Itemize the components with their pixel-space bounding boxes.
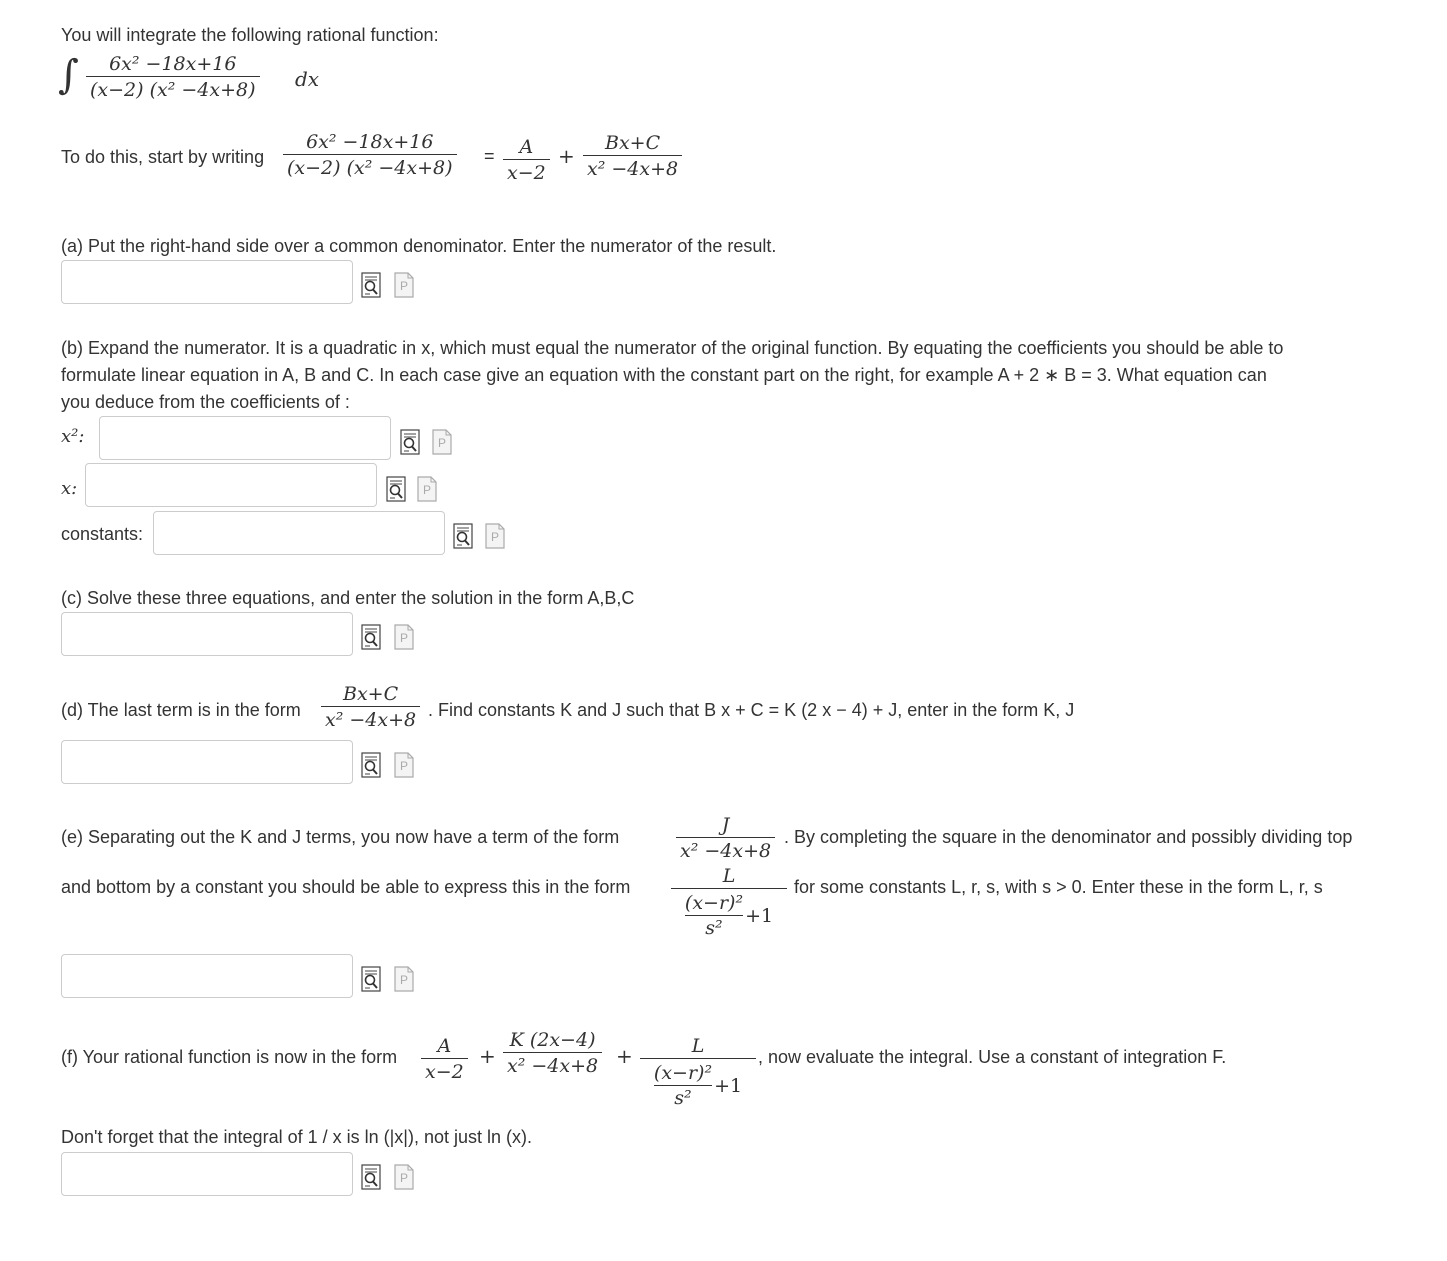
start-a-denominator: x−2 — [507, 162, 546, 184]
intro-text: You will integrate the following rational function: — [61, 25, 439, 45]
part-b-line1: (b) Expand the numerator. It is a quadratic in x, which must equal the numerator of the original function. By equating the coefficients you should be able to — [61, 338, 1284, 358]
start-b-numerator: Bx+C — [604, 132, 661, 154]
preview-icon[interactable] — [361, 966, 381, 992]
help-icon[interactable] — [394, 272, 414, 298]
part-f-inner-denominator: s² — [674, 1087, 692, 1109]
part-f-pre: (f) Your rational function is now in the form — [61, 1047, 398, 1067]
part-c-text: (c) Solve these three equations, and enter the solution in the form A,B,C — [61, 588, 635, 608]
part-e-fraction2-numerator: L — [722, 865, 736, 887]
part-f-term2-numerator: K (2x−4) — [509, 1029, 596, 1051]
part-d-post: . Find constants K and J such that B x + C = K (2 x − 4) + J, enter in the form K, J — [428, 700, 1075, 720]
part-f-term3 — [640, 1034, 756, 1110]
start-equals: = — [484, 146, 495, 166]
part-c-answer-input[interactable] — [61, 612, 353, 656]
part-e-fraction2 — [671, 864, 787, 940]
start-b-fraction — [583, 131, 682, 182]
part-d-pre: (d) The last term is in the form — [61, 700, 301, 720]
part-f-term2 — [503, 1028, 602, 1079]
part-f-plus-one: +1 — [714, 1074, 743, 1097]
part-b-label-constants: constants: — [61, 524, 144, 544]
preview-icon[interactable] — [361, 624, 381, 650]
part-f-post: , now evaluate the integral. Use a constant of integration F. — [758, 1047, 1227, 1067]
part-d-fraction — [321, 682, 420, 733]
help-icon[interactable] — [394, 624, 414, 650]
part-b-constants-input[interactable] — [153, 511, 445, 555]
help-icon[interactable] — [485, 523, 505, 549]
preview-icon[interactable] — [361, 752, 381, 778]
integral-denominator: (x−2) (x² −4x+8) — [90, 79, 256, 101]
part-f-term1 — [421, 1034, 468, 1085]
start-lhs-denominator: (x−2) (x² −4x+8) — [287, 157, 453, 179]
preview-icon[interactable] — [400, 429, 420, 455]
preview-icon[interactable] — [361, 1164, 381, 1190]
part-b-label-x: x: — [61, 478, 78, 499]
help-icon[interactable] — [417, 476, 437, 502]
start-plus: + — [558, 144, 575, 168]
part-e-fraction1-denominator: x² −4x+8 — [680, 840, 772, 862]
start-lhs-numerator: 6x² −18x+16 — [306, 131, 434, 153]
help-icon[interactable] — [432, 429, 452, 455]
part-e-plus-one: +1 — [745, 904, 774, 927]
part-b-line3: you deduce from the coefficients of : — [61, 392, 350, 412]
help-icon[interactable] — [394, 966, 414, 992]
integral-fraction — [86, 52, 260, 103]
start-a-fraction — [503, 135, 550, 186]
part-b-label-x2: x²: — [61, 426, 85, 447]
part-d-denominator: x² −4x+8 — [325, 709, 417, 731]
part-f-term2-denominator: x² −4x+8 — [507, 1055, 599, 1077]
part-a-answer-input[interactable] — [61, 260, 353, 304]
part-e-pre2: and bottom by a constant you should be able to express this in the form — [61, 877, 631, 897]
start-b-denominator: x² −4x+8 — [587, 158, 679, 180]
help-icon[interactable] — [394, 1164, 414, 1190]
start-text: To do this, start by writing — [61, 147, 265, 167]
part-e-fraction1-numerator: J — [721, 814, 730, 836]
part-f-plus2: + — [616, 1044, 633, 1068]
part-b-x2-input[interactable] — [99, 416, 391, 460]
integral-numerator: 6x² −18x+16 — [109, 53, 237, 75]
part-e-answer-input[interactable] — [61, 954, 353, 998]
preview-icon[interactable] — [453, 523, 473, 549]
part-f-inner-numerator: (x−r)² — [653, 1062, 713, 1084]
part-e-post2: for some constants L, r, s, with s > 0. Enter these in the form L, r, s — [794, 877, 1323, 897]
part-f-plus1: + — [479, 1044, 496, 1068]
part-e-fraction1 — [676, 813, 775, 864]
part-a-text: (a) Put the right-hand side over a common denominator. Enter the numerator of the result. — [61, 236, 777, 256]
part-e-pre: (e) Separating out the K and J terms, you now have a term of the form — [61, 827, 620, 847]
part-e-post1: . By completing the square in the denominator and possibly dividing top — [784, 827, 1353, 847]
part-f-answer-input[interactable] — [61, 1152, 353, 1196]
part-d-numerator: Bx+C — [342, 683, 399, 705]
part-e-inner-numerator: (x−r)² — [684, 892, 744, 914]
preview-icon[interactable] — [361, 272, 381, 298]
part-b-line2: formulate linear equation in A, B and C. In each case give an equation with the constant part on the right, for example A + 2 ∗ B = 3. What equation can — [61, 365, 1267, 385]
part-d-answer-input[interactable] — [61, 740, 353, 784]
help-icon[interactable] — [394, 752, 414, 778]
start-lhs-fraction — [283, 130, 457, 181]
part-f-term1-numerator: A — [437, 1035, 452, 1057]
part-f-term3-numerator: L — [691, 1035, 705, 1057]
part-f-note: Don't forget that the integral of 1 / x is ln (|x|), not just ln (x). — [61, 1127, 532, 1147]
part-e-inner-denominator: s² — [705, 917, 723, 939]
part-b-x-input[interactable] — [85, 463, 377, 507]
integral-dx: dx — [295, 67, 320, 91]
preview-icon[interactable] — [386, 476, 406, 502]
start-a-numerator: A — [519, 136, 534, 158]
part-f-term1-denominator: x−2 — [425, 1061, 464, 1083]
integral-sign: ∫ — [58, 52, 79, 98]
